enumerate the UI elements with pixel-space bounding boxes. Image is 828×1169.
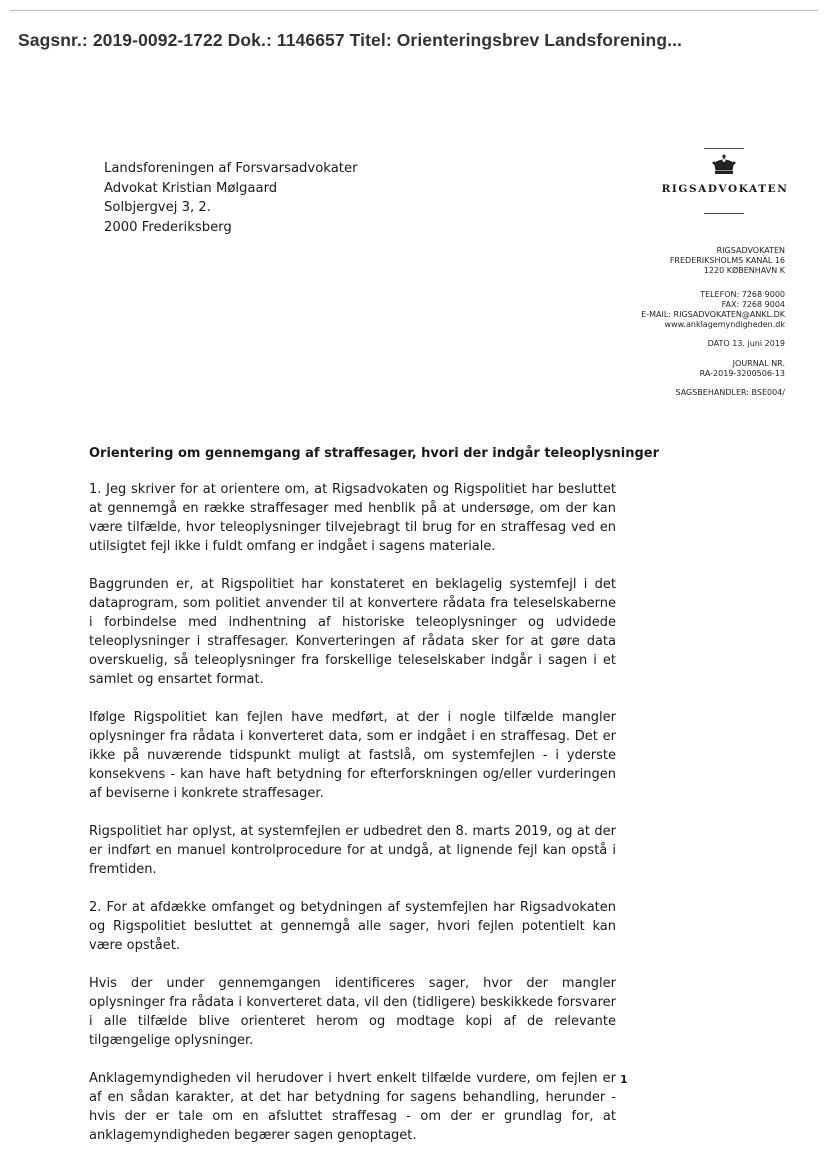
recipient-address [104, 159, 358, 237]
logo-org-name: RIGSADVOKATEN [661, 183, 789, 195]
document-body [89, 480, 616, 1164]
journal-number: RA-2019-3200506-13 [699, 368, 785, 378]
sender-phone: TELEFON: 7268 9000 [700, 289, 785, 299]
body-paragraph: Anklagemyndigheden vil herudover i hvert enkelt tilfælde vurdere, om fejlen er af en sådan karakter, at det har betydning for sagens behandling, herunder - hvis der er tale om en afsluttet straffesag - om der er grundlag for, at anklagemyndigheden begærer sagen genoptaget. [89, 1071, 616, 1143]
body-paragraph: 1. Jeg skriver for at orientere om, at Rigsadvokaten og Rigspolitiet har besluttet at gennemgå en række straffesager med henblik på at undersøge, om der kan være tilfælde, hvor teleoplysninger tilvejebragt til brug for en straffesag ved en utilsigtet fejl ikke i fuldt omfang er indgået i sagens materiale. [89, 482, 616, 554]
recipient-line: Advokat Kristian Mølgaard [104, 180, 278, 196]
body-paragraph: Ifølge Rigspolitiet kan fejlen have medført, at der i nogle tilfælde mangler oplysninger fra rådata i konverteret data, som er indgået i en straffesag. Det er ikke på nuværende tidspunkt muligt at fastslå, om systemfejlen - i yderste konsekvens - kan have haft betydning for efterforskningen og/eller vurderingen af beviserne i konkrete straffesager. [89, 710, 616, 801]
journal-label: JOURNAL NR. [732, 358, 785, 368]
body-paragraph: Rigspolitiet har oplyst, at systemfejlen er udbedret den 8. marts 2019, og at der er indført en manuel kontrolprocedure for at undgå, at lignende fejl kan opstå i fremtiden. [89, 824, 616, 877]
recipient-line: Solbjergvej 3, 2. [104, 200, 211, 215]
sender-city: 1220 KØBENHAVN K [703, 266, 785, 276]
sender-web: www.anklagemyndigheden.dk [664, 320, 785, 330]
logo-rule-top [704, 148, 744, 149]
recipient-line: 2000 Frederiksberg [104, 219, 232, 235]
crown-icon [711, 154, 737, 176]
document-title: Orientering om gennemgang af straffesager, hvori der indgår teleoplysninger [89, 446, 660, 461]
top-rule [10, 10, 818, 11]
sender-fax: FAX: 7268 9004 [721, 299, 785, 309]
case-reference-header: Sagsnr.: 2019-0092-1722 Dok.: 1146657 Titel: Orienteringsbrev Landsforening... [18, 30, 682, 50]
sender-email: E-MAIL: RIGSADVOKATEN@ANKL.DK [641, 310, 785, 320]
case-handler: SAGSBEHANDLER: BSE004/ [675, 388, 785, 398]
sender-name: RIGSADVOKATEN [716, 246, 785, 255]
body-paragraph: Baggrunden er, at Rigspolitiet har konstateret en beklagelig systemfejl i det dataprogram, som politiet anvender til at konvertere rådata fra teleselskaberne i forbindelse med indhentning af historiske teleoplysninger og udvidede teleoplysninger i straffesager. Konverteringen af rådata sker for at gøre data overskuelig, så teleoplysninger fra forskellige teleselskaber indgår i sagen i et samlet og ensartet format. [89, 577, 616, 687]
logo-rule-bottom [704, 213, 744, 214]
sender-info [641, 246, 785, 398]
page-number: 1 [620, 1073, 628, 1086]
sender-street: FREDERIKSHOLMS KANAL 16 [669, 256, 785, 266]
recipient-line: Landsforeningen af Forsvarsadvokater [104, 161, 358, 176]
letter-date: DATO 13. juni 2019 [707, 339, 785, 349]
body-paragraph: Hvis der under gennemgangen identificeres sager, hvor der mangler oplysninger fra rådata i konverteret data, vil den (tidligere) beskikkede forsvarer i alle tilfælde blive orienteret herom og modtage kopi af de relevante tilgængelige oplysninger. [89, 976, 616, 1048]
body-paragraph: 2. For at afdække omfanget og betydningen af systemfejlen har Rigsadvokaten og Rigspolitiet besluttet at gennemgå alle sager, hvori fejlen potentielt kan være opstået. [89, 900, 616, 953]
rigsadvokaten-logo [658, 140, 792, 220]
